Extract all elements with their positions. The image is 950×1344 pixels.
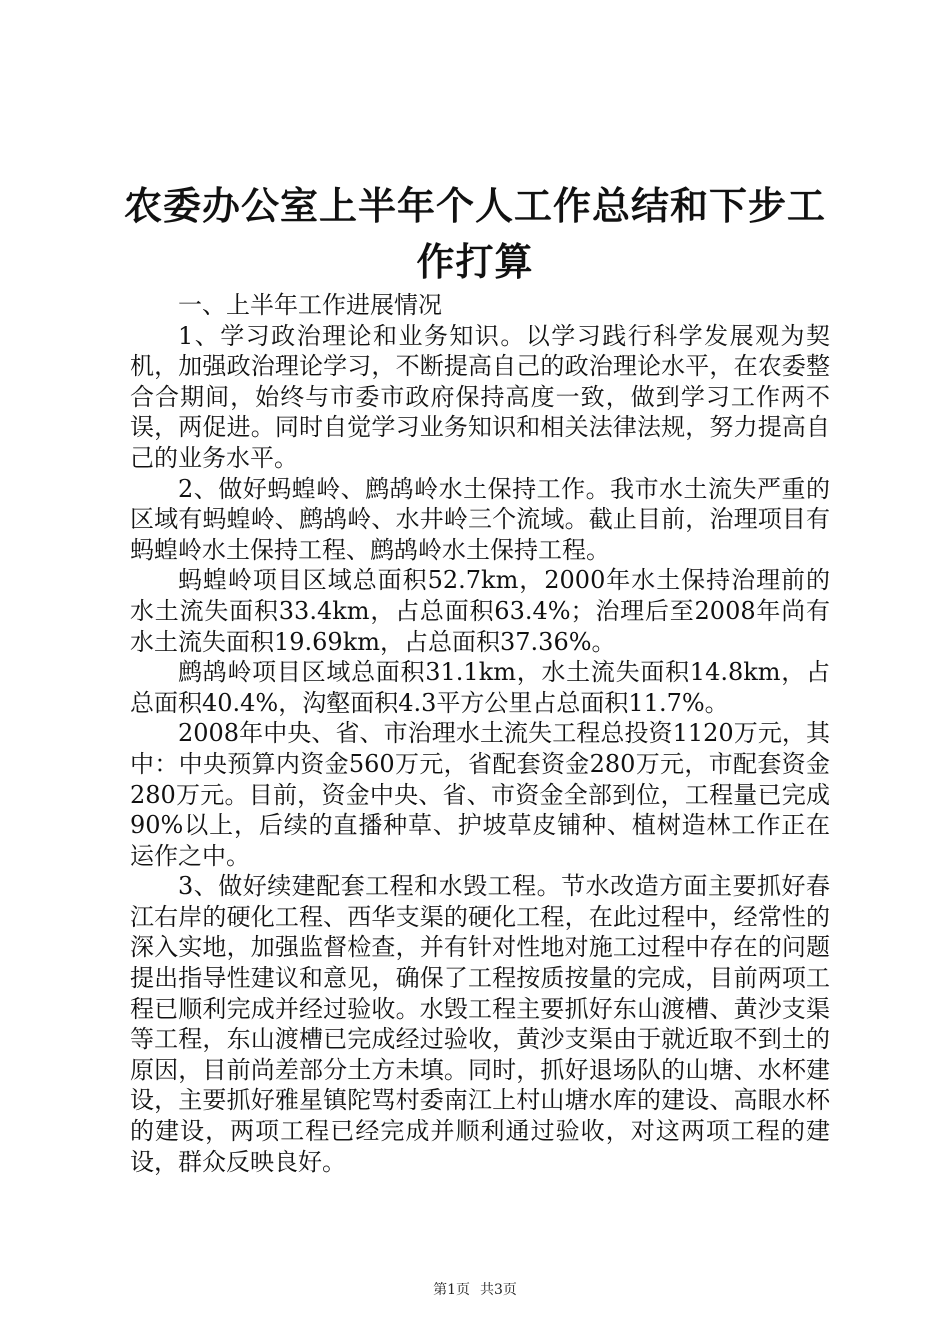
document-body [130,290,830,1177]
document-title: 农委办公室上半年个人工作总结和下步工作打算 [123,184,826,284]
paragraph-investment: 2008年中央、省、市治理水土流失工程总投资1120万元，其中：中央预算内资金560万元，省配套资金280万元，市配套资金280万元。目前，资金中央、省、市资金全部到位，工程量已完成90%以上，后续的直播种草、护坡草皮铺种、植树造林工作正在运作之中。 [130,719,830,870]
paragraph-soil-conservation: 2、做好蚂蝗岭、鹧鸪岭水土保持工作。我市水土流失严重的区域有蚂蝗岭、鹧鸪岭、水井岭三个流域。截止目前，治理项目有蚂蝗岭水土保持工程、鹧鸪岭水土保持工程。 [130,474,830,564]
paragraph-zheguling-area: 鹧鸪岭项目区域总面积31.1km，水土流失面积14.8km，占总面积40.4%，沟壑面积4.3平方公里占总面积11.7%。 [130,658,830,717]
page-number: 第1页 [433,1282,470,1298]
paragraph-supporting-projects: 3、做好续建配套工程和水毁工程。节水改造方面主要抓好春江右岸的硬化工程、西华支渠的硬化工程，在此过程中，经常性的深入实地，加强监督检查，并有针对性地对施工过程中存在的问题提出指导性建议和意见，确保了工程按质按量的完成，目前两项工程已顺利完成并经过验收。水毁工程主要抓好东山渡槽、黄沙支渠等工程，东山渡槽已完成经过验收，黄沙支渠由于就近取不到土的原因，目前尚差部分土方未填。同时，抓好退场队的山塘、水杯建设，主要抓好雅星镇陀骂村委南江上村山塘水库的建设、高眼水杯的建设，两项工程已经完成并顺利通过验收，对这两项工程的建设，群众反映良好。 [130,872,830,1176]
page-footer [0,1280,950,1300]
paragraph-study: 1、学习政治理论和业务知识。以学习践行科学发展观为契机，加强政治理论学习，不断提高自己的政治理论水平，在农委整合合期间，始终与市委市政府保持高度一致，做到学习工作两不误，两促进。同时自觉学习业务知识和相关法律法规，努力提高自己的业务水平。 [130,321,830,472]
page-total: 共3页 [480,1282,517,1298]
paragraph-mahuangling-area: 蚂蝗岭项目区域总面积52.7km，2000年水土保持治理前的水土流失面积33.4km，占总面积63.4%；治理后至2008年尚有水土流失面积19.69km，占总面积37.36%。 [130,566,830,656]
section-heading: 一、上半年工作进展情况 [178,291,442,319]
